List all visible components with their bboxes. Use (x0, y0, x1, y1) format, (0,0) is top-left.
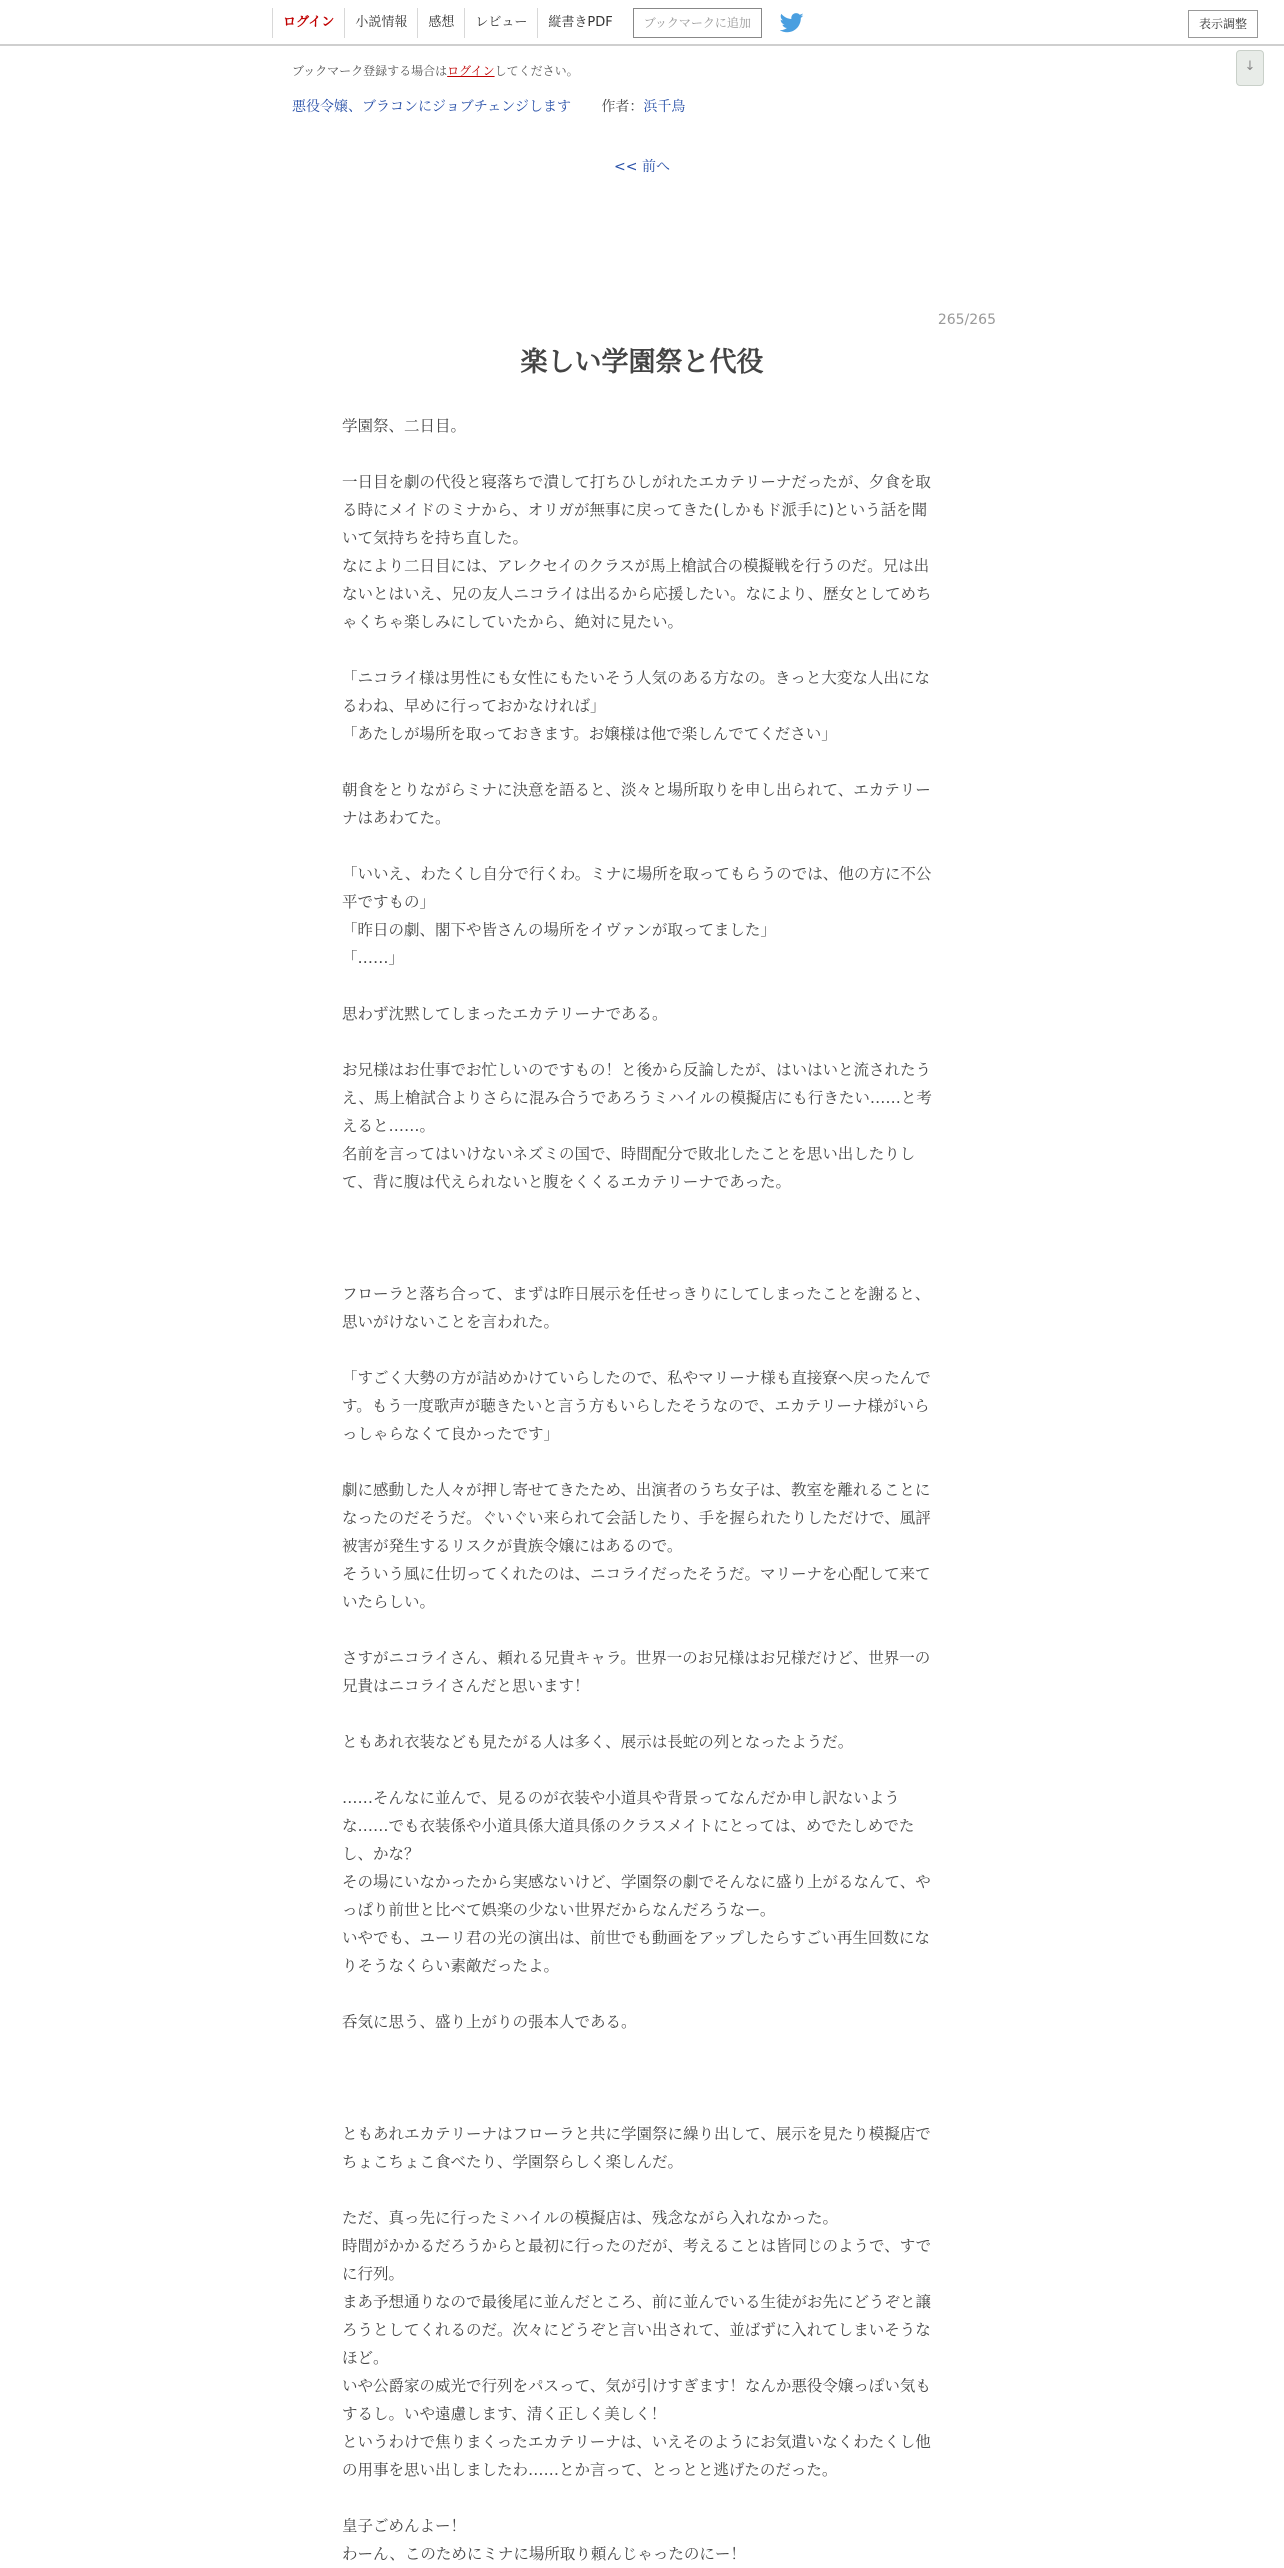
body-paragraph: まあ予想通りなので最後尾に並んだところ、前に並んでいる生徒がお先にどうぞと譲ろうとしてくれるのだ。次々にどうぞと言い出されて、並ばずに入れてしまいそうなほど。 (342, 2293, 932, 2367)
body-paragraph (342, 636, 942, 664)
body-paragraph: 名前を言ってはいけないネズミの国で、時間配分で敗北したことを思い出したりして、背に腹は代えられないと腹をくくるエカテリーナであった。 (342, 1145, 916, 1191)
body-paragraph: わーん、このためにミナに場所取り頼んじゃったのにー！ (342, 2545, 746, 2563)
body-paragraph (342, 1196, 942, 1224)
body-paragraph: いや公爵家の威光で行列をパスって、気が引けすぎます！なんか悪役令嬢っぽい気もするし。いや遠慮します、清く正しく美しく！ (342, 2377, 931, 2423)
bookmark-notice-before: ブックマーク登録する場合は (292, 64, 448, 78)
body-paragraph: 学園祭、二日目。 (342, 417, 467, 435)
body-paragraph: 「……」 (342, 949, 405, 967)
novel-header (292, 96, 685, 116)
display-settings-button[interactable]: 表示調整 (1188, 10, 1258, 38)
chapter-body (342, 412, 942, 2568)
body-paragraph (342, 1700, 942, 1728)
scroll-down-button[interactable]: ↓ (1236, 50, 1264, 86)
body-paragraph (342, 1336, 942, 1364)
body-paragraph: その場にいなかったから実感ないけど、学園祭の劇でそんなに盛り上がるなんて、やっぱり前世と比べて娯楽の少ない世界だからなんだろうなー。 (342, 1873, 931, 1919)
body-paragraph: さすがニコライさん、頼れる兄貴キャラ。世界一のお兄様はお兄様だけど、世界一の兄貴はニコライさんだと思います！ (342, 1649, 931, 1695)
body-paragraph: 思わず沈黙してしまったエカテリーナである。 (342, 1005, 668, 1023)
body-paragraph: 朝食をとりながらミナに決意を語ると、淡々と場所取りを申し出られて、エカテリーナはあわてた。 (342, 781, 931, 827)
body-paragraph: ともあれエカテリーナはフローラと共に学園祭に繰り出して、展示を見たり模擬店でちょこちょこ食べたり、学園祭らしく楽しんだ。 (342, 2125, 931, 2171)
body-paragraph (342, 1980, 942, 2008)
body-paragraph: なにより二日目には、アレクセイのクラスが馬上槍試合の模擬戦を行うのだ。兄は出ないとはいえ、兄の友人ニコライは出るから応援したい。なにより、歴女としてめちゃくちゃ楽しみにしていたから、絶対に見たい。 (342, 557, 932, 631)
body-paragraph (342, 2484, 942, 2512)
body-paragraph: 「すごく大勢の方が詰めかけていらしたので、私やマリーナ様も直接寮へ戻ったんです。もう一度歌声が聴きたいと言う方もいらしたそうなので、エカテリーナ様がいらっしゃらなくて良かったです」 (342, 1369, 931, 1443)
body-paragraph (342, 1252, 942, 1280)
body-paragraph: 呑気に思う、盛り上がりの張本人である。 (342, 2013, 637, 2031)
body-paragraph: 「昨日の劇、閣下や皆さんの場所をイヴァンが取ってました」 (342, 921, 776, 939)
novel-info-link[interactable]: 小説情報 (344, 8, 417, 38)
top-bar (0, 0, 1284, 46)
bookmark-notice (292, 62, 579, 79)
body-paragraph: 一日目を劇の代役と寝落ちで潰して打ちひしがれたエカテリーナだったが、夕食を取る時にメイドのミナから、オリガが無事に戻ってきた(しかもド派手に)という話を聞いて気持ちを持ち直した。 (342, 473, 931, 547)
body-paragraph (342, 832, 942, 860)
body-paragraph (342, 2092, 942, 2120)
twitter-icon[interactable] (780, 13, 804, 33)
body-paragraph: 皇子ごめんよー！ (342, 2517, 467, 2535)
novel-title-link[interactable]: 悪役令嬢、ブラコンにジョブチェンジします (292, 99, 571, 115)
body-paragraph (342, 748, 942, 776)
body-paragraph (342, 1756, 942, 1784)
login-link[interactable]: ログイン (272, 8, 344, 38)
add-bookmark-button[interactable]: ブックマークに追加 (633, 8, 762, 38)
review-link[interactable]: レビュー (464, 8, 537, 38)
body-paragraph: 「ニコライ様は男性にも女性にもたいそう人気のある方なの。きっと大変な人出になるわね、早めに行っておかなければ」 (342, 669, 930, 715)
bookmark-notice-after: してください。 (494, 64, 579, 78)
body-paragraph: 劇に感動した人々が押し寄せてきたため、出演者のうち女子は、教室を離れることになったのだそうだ。ぐいぐい来られて会話したり、手を握られたりしただけで、風評被害が発生するリスクが貴族令嬢にはあるので。 (342, 1481, 931, 1555)
body-paragraph (342, 1028, 942, 1056)
impressions-link[interactable]: 感想 (417, 8, 464, 38)
body-paragraph (342, 1224, 942, 1252)
body-paragraph: 「いいえ、わたくし自分で行くわ。ミナに場所を取ってもらうのでは、他の方に不公平ですもの」 (342, 865, 932, 911)
body-paragraph: ただ、真っ先に行ったミハイルの模擬店は、残念ながら入れなかった。 (342, 2209, 839, 2227)
body-paragraph: 時間がかかるだろうからと最初に行ったのだが、考えることは皆同じのようで、すでに行列。 (342, 2237, 932, 2283)
author-link[interactable]: 浜千鳥 (643, 99, 686, 115)
body-paragraph (342, 2036, 942, 2064)
author-label: 作者： (601, 99, 644, 115)
body-paragraph: そういう風に仕切ってくれたのは、ニコライだったそうだ。マリーナを心配して来ていたらしい。 (342, 1565, 931, 1611)
chapter-title: 楽しい学園祭と代役 (520, 347, 764, 378)
body-paragraph: いやでも、ユーリ君の光の演出は、前世でも動画をアップしたらすごい再生回数になりそうなくらい素敵だったよ。 (342, 1929, 930, 1975)
body-paragraph: というわけで焦りまくったエカテリーナは、いえそのようにお気遣いなくわたくし他の用事を思い出しましたわ……とか言って、とっとと逃げたのだった。 (342, 2433, 931, 2479)
body-paragraph (342, 1448, 942, 1476)
body-paragraph: 「あたしが場所を取っておきます。お嬢様は他で楽しんでてください」 (342, 725, 837, 743)
body-paragraph: フローラと落ち合って、まずは昨日展示を任せっきりにしてしまったことを謝ると、思いがけないことを言われた。 (342, 1285, 931, 1331)
body-paragraph (342, 2064, 942, 2092)
body-paragraph (342, 440, 942, 468)
body-paragraph: ……そんなに並んで、見るのが衣装や小道具や背景ってなんだか申し訳ないような……でも衣装係や小道具係大道具係のクラスメイトにとっては、めでたしめでたし、かな？ (342, 1789, 915, 1863)
body-paragraph: お兄様はお仕事でお忙しいのですもの！と後から反論したが、はいはいと流されたうえ、馬上槍試合よりさらに混み合うであろうミハイルの模擬店にも行きたい……と考えると……。 (342, 1061, 932, 1135)
body-paragraph: ともあれ衣装なども見たがる人は多く、展示は長蛇の列となったようだ。 (342, 1733, 854, 1751)
vertical-pdf-link[interactable]: 縦書きPDF (537, 8, 622, 38)
prev-page-link[interactable]: << 前へ (614, 159, 670, 175)
body-paragraph (342, 2176, 942, 2204)
body-paragraph (342, 972, 942, 1000)
page-number: 265/265 (937, 312, 996, 328)
main-nav (272, 8, 804, 38)
body-paragraph (342, 1616, 942, 1644)
bookmark-login-link[interactable]: ログイン (447, 64, 495, 78)
